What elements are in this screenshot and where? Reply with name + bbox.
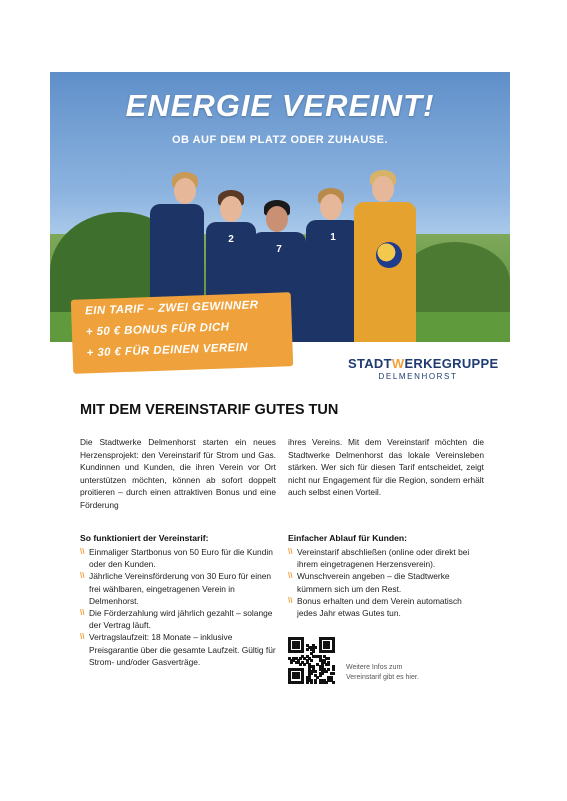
double-slash-bullet-icon: \\ <box>288 595 293 605</box>
player <box>346 162 420 342</box>
list-item: \\ Die Förderzahlung wird jährlich gezahlt – solange der Vertrag läuft. <box>80 608 273 631</box>
jersey-number: 1 <box>306 220 360 342</box>
feature-list <box>80 546 276 668</box>
offer-banner <box>71 292 293 374</box>
list-item: \\ Bonus erhalten und dem Verein automatisch jedes Jahr etwas Gutes tun. <box>288 595 462 619</box>
banner-line: + 50 € BONUS FÜR DICH <box>85 321 230 339</box>
page-title: MIT DEM VEREINSTARIF GUTES TUN <box>80 402 339 418</box>
intro-text-right: ihres Vereins. Mit dem Vereinstarif möchten die Stadtwerke Delmenhorst das lokale Vereinsleben stärken. Wer sich für diesen Tarif entscheidet, zeigt nicht nur Engagement für die Region, sondern erhält auch selbst einen Vorteil. <box>288 437 484 498</box>
double-slash-bullet-icon: \\ <box>288 571 293 581</box>
list-item: \\ Jährliche Vereinsförderung von 30 Euro für einen frei wählbaren, eingetragenen Verein in Delmenhorst. <box>80 571 272 606</box>
section-title: So funktioniert der Vereinstarif: <box>80 533 209 543</box>
hero-subtitle: OB AUF DEM PLATZ ODER ZUHAUSE. <box>171 134 389 146</box>
list-item: \\ Vertragslaufzeit: 18 Monate – inklusive Preisgarantie über die gesamte Laufzeit. Gültig für Strom- und/oder Gasverträge. <box>80 632 276 667</box>
jersey-number: 7 <box>252 232 306 342</box>
banner-line: EIN TARIF – ZWEI GEWINNER <box>84 299 259 318</box>
info-text: Weitere Infos zum Vereinstarif gibt es hier. <box>346 664 419 681</box>
jersey-number: 2 <box>206 222 256 342</box>
banner-line: + 30 € FÜR DEINEN VEREIN <box>86 341 249 360</box>
section-title: Einfacher Ablauf für Kunden: <box>288 533 408 543</box>
hero-title: ENERGIE VEREINT! <box>125 88 435 123</box>
double-slash-bullet-icon: \\ <box>80 547 85 556</box>
double-slash-bullet-icon: \\ <box>80 632 85 642</box>
qr-code-icon[interactable] <box>288 637 334 683</box>
list-item: \\ Einmaliger Startbonus von 50 Euro für die Kundin oder den Kunden. <box>80 547 273 570</box>
double-slash-bullet-icon: \\ <box>80 608 85 618</box>
list-item: \\ Vereinstarif abschließen (online oder direkt bei ihrem eingetragenen Herzensverein). <box>288 547 470 570</box>
intro-text-left: Die Stadtwerke Delmenhorst starten ein neues Herzensprojekt: den Vereinstarif für Strom und Gas. Kundinnen und Kunden, die ihren Verein vor Ort unterstützen möchten, können ab sofort doppelt proitieren – durch einen attraktiven Bonus und eine Förderung <box>80 437 276 510</box>
double-slash-bullet-icon: \\ <box>288 547 293 556</box>
list-item: \\ Wunschverein angeben – die Stadtwerke kümmern sich um den Rest. <box>288 571 450 594</box>
volleyball-icon <box>376 242 402 268</box>
double-slash-bullet-icon: \\ <box>80 571 85 581</box>
process-list <box>288 546 484 619</box>
stadtwerke-logo: STADTWERKEGRUPPE DELMENHORST <box>348 356 499 381</box>
